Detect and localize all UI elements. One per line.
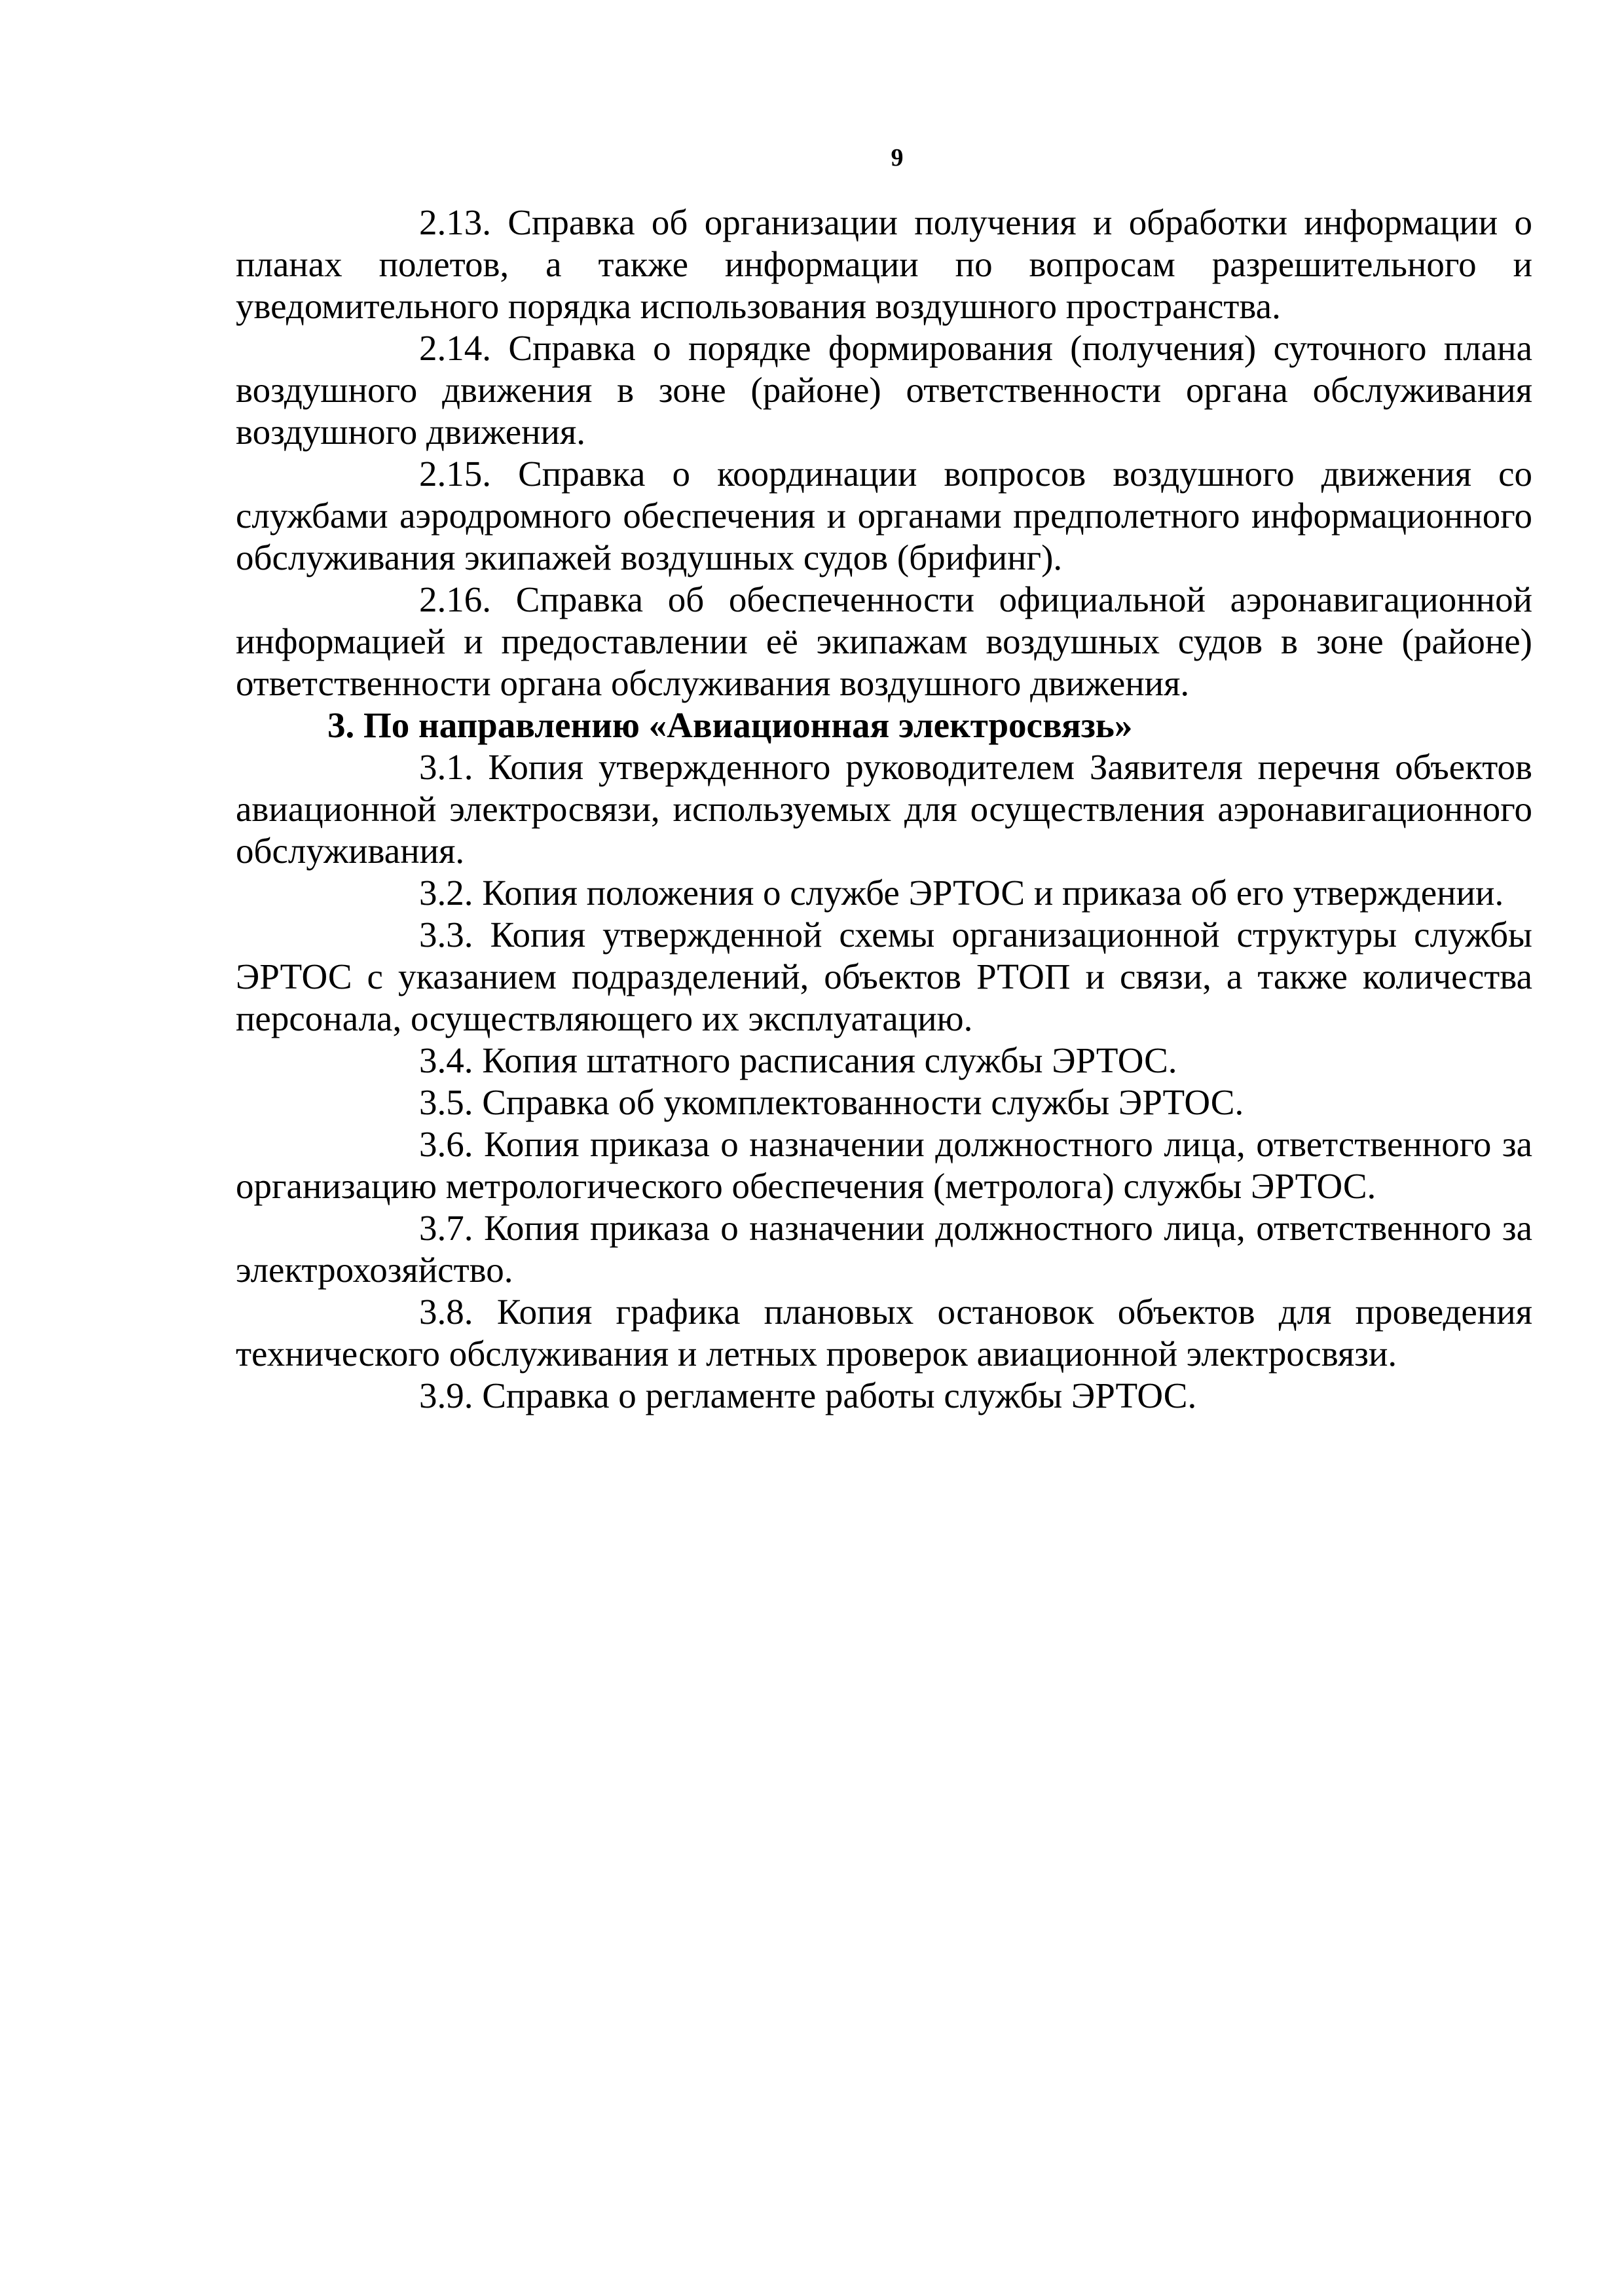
item-text: Справка об укомплектованности службы ЭРТОС. [482, 1082, 1244, 1122]
item-3-3 [236, 914, 1532, 1040]
item-number: 3.7. [419, 1208, 473, 1248]
item-number: 3.2. [419, 873, 473, 913]
section-3-heading: 3. По направлению «Авиационная электросвязь» [327, 705, 1133, 745]
item-number: 3.6. [419, 1124, 473, 1164]
item-number: 3.3. [419, 915, 473, 955]
item-3-5 [236, 1082, 1532, 1123]
item-3-8 [236, 1291, 1532, 1375]
item-3-4 [236, 1040, 1532, 1082]
item-number: 3.4. [419, 1040, 473, 1080]
item-text: Копия утвержденного руководителем Заявителя перечня объектов авиационной электросвязи, используемых для осуществления аэронавигационного обслуживания. [236, 747, 1532, 871]
item-text: Справка о координации вопросов воздушного движения со службами аэродромного обеспечения и органами предполетного информационного обслуживания экипажей воздушных судов (брифинг). [236, 454, 1533, 577]
item-text: Копия утвержденной схемы организационной структуры службы ЭРТОС с указанием подразделений, объектов РТОП и связи, а также количества персонала, осуществляющего их эксплуатацию. [236, 915, 1533, 1038]
item-number: 2.13. [419, 202, 491, 242]
item-number: 3.5. [419, 1082, 473, 1122]
item-text: Копия положения о службе ЭРТОС и приказа об его утверждении. [482, 873, 1504, 913]
item-number: 2.15. [419, 454, 491, 494]
item-3-9 [236, 1375, 1532, 1417]
document-body [236, 202, 1532, 1417]
item-text: Копия графика плановых остановок объектов для проведения технического обслуживания и летных проверок авиационной электросвязи. [236, 1292, 1533, 1374]
item-number: 2.16. [419, 579, 491, 619]
item-text: Справка об организации получения и обработки информации о планах полетов, а также информации по вопросам разрешительного и уведомительного порядка использования воздушного пространства. [236, 202, 1533, 326]
item-number: 2.14. [419, 328, 491, 368]
item-3-6 [236, 1123, 1532, 1207]
item-text: Справка об обеспеченности официальной аэронавигационной информацией и предоставлении её экипажам воздушных судов в зоне (районе) ответственности органа обслуживания воздушного движения. [236, 579, 1532, 703]
item-2-13 [236, 202, 1532, 327]
page-number: 9 [891, 144, 904, 172]
item-number: 3.8. [419, 1292, 473, 1332]
item-number: 3.1. [419, 747, 473, 787]
item-2-14 [236, 327, 1532, 453]
item-text: Справка о порядке формирования (получения) суточного плана воздушного движения в зоне (районе) ответственности органа обслуживания воздушного движения. [236, 328, 1532, 452]
item-number: 3.9. [419, 1376, 473, 1415]
item-text: Копия приказа о назначении должностного лица, ответственного за организацию метрологического обеспечения (метролога) службы ЭРТОС. [236, 1124, 1533, 1206]
item-text: Копия штатного расписания службы ЭРТОС. [482, 1040, 1177, 1080]
item-3-1 [236, 746, 1532, 872]
item-3-2 [236, 872, 1532, 914]
item-2-15 [236, 453, 1532, 579]
item-text: Справка о регламенте работы службы ЭРТОС. [482, 1376, 1197, 1415]
item-2-16 [236, 579, 1532, 704]
item-3-7 [236, 1207, 1532, 1291]
item-text: Копия приказа о назначении должностного лица, ответственного за электрохозяйство. [236, 1208, 1533, 1290]
